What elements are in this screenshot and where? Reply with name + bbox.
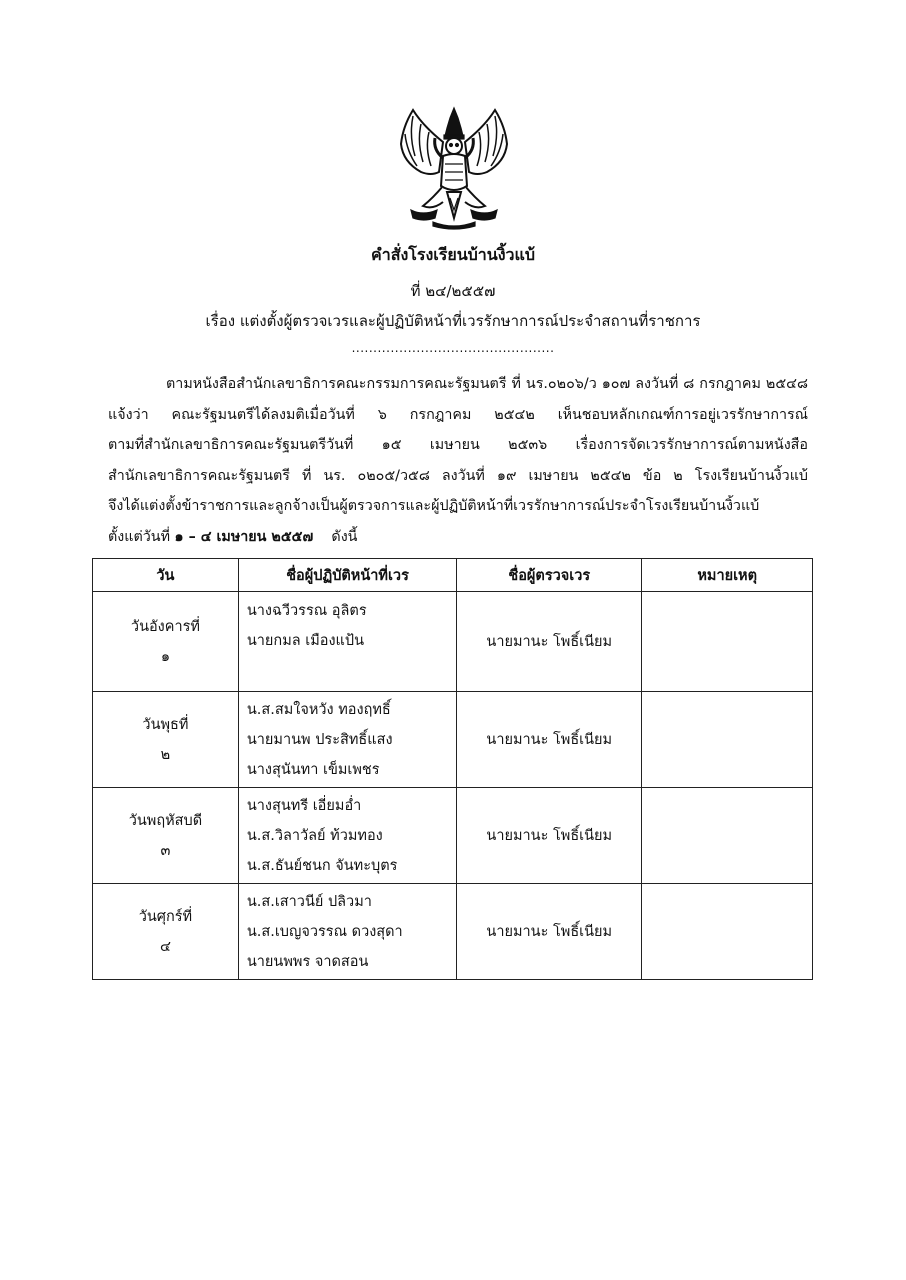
order-title: คำสั่งโรงเรียนบ้านงิ้วแบ้ (371, 245, 535, 264)
staff-cell (238, 592, 456, 692)
staff-name: น.ส.สมใจหวัง ทองฤทธิ์ (246, 701, 391, 718)
day-cell (93, 884, 239, 980)
staff-cell (238, 884, 456, 980)
body-line: ตามที่สำนักเลขาธิการคณะรัฐมนตรีวันที่ ๑๕ เมษายน ๒๕๓๖ เรื่องการจัดเวรรักษาการณ์ตามหนังสือ (108, 437, 808, 453)
table-row (93, 884, 813, 980)
note-cell (642, 692, 813, 788)
day-name: วันพุธที่ (142, 716, 189, 733)
staff-name: นางสุนทรี เอี่ยมอ่ำ (246, 797, 362, 814)
inspector-cell: นายมานะ โพธิ์เนียม (457, 692, 642, 788)
date-prefix: ตั้งแต่วันที่ (108, 528, 175, 545)
note-cell (642, 884, 813, 980)
table-row (93, 692, 813, 788)
duty-table (92, 558, 813, 980)
duty-date-range: ๑ – ๔ เมษายน ๒๕๕๗ (174, 528, 314, 545)
staff-name: นางฉวีวรรณ อุลิตร (246, 603, 367, 619)
table-header-row (93, 559, 813, 592)
header-inspector: ชื่อผู้ตรวจเวร (457, 559, 642, 592)
body-line: สำนักเลขาธิการคณะรัฐมนตรี ที่ นร. ๐๒๐๕/ว๕๘ ลงวันที่ ๑๙ เมษายน ๒๕๔๒ ข้อ ๒ โรงเรียนบ้านงิ้วแบ้ (108, 467, 808, 484)
staff-name: น.ส.เบญจวรรณ ดวงสุดา (246, 923, 403, 940)
table-row (93, 788, 813, 884)
staff-cell (238, 788, 456, 884)
order-subject: เรื่อง แต่งตั้งผู้ตรวจเวรและผู้ปฏิบัติหน้าที่เวรรักษาการณ์ประจำสถานที่ราชการ (205, 312, 701, 330)
header-staff: ชื่อผู้ปฏิบัติหน้าที่เวร (238, 559, 456, 592)
dotted-divider: ............................................... (351, 341, 555, 355)
staff-name: น.ส.เสาวนีย์ ปลิวมา (246, 893, 372, 910)
staff-name: นายมานพ ประสิทธิ์แสง (246, 731, 393, 748)
day-cell (93, 692, 239, 788)
garuda-emblem-icon (393, 106, 515, 232)
inspector-cell: นายมานะ โพธิ์เนียม (457, 592, 642, 692)
note-cell (642, 788, 813, 884)
day-name: วันศุกร์ที่ (138, 908, 193, 925)
day-cell (93, 788, 239, 884)
day-name: วันพฤหัสบดี (128, 812, 203, 829)
note-cell (642, 592, 813, 692)
staff-cell (238, 692, 456, 788)
header-note: หมายเหตุ (642, 559, 813, 592)
day-number: ๒ (160, 746, 171, 763)
inspector-cell: นายมานะ โพธิ์เนียม (457, 884, 642, 980)
staff-name: นางสุนันทา เข็มเพชร (246, 761, 380, 778)
day-number: ๔ (159, 938, 171, 955)
body-line: แจ้งว่า คณะรัฐมนตรีได้ลงมติเมื่อวันที่ ๖ กรกฎาคม ๒๕๔๒ เห็นชอบหลักเกณฑ์การอยู่เวรรักษาการณ์ (108, 406, 808, 423)
body-line-last (108, 522, 808, 553)
body-paragraph (108, 369, 808, 552)
order-number: ที่ ๒๔/๒๕๕๗ (410, 282, 496, 300)
staff-name: นายกมล เมืองแป้น (246, 633, 365, 649)
day-cell (93, 592, 239, 692)
inspector-cell: นายมานะ โพธิ์เนียม (457, 788, 642, 884)
day-number: ๑ (160, 648, 171, 665)
header-day: วัน (93, 559, 239, 592)
body-line: จึงได้แต่งตั้งข้าราชการและลูกจ้างเป็นผู้ตรวจการและผู้ปฏิบัติหน้าที่เวรรักษาการณ์ประจำโรงเรียนบ้านงิ้วแบ้ (108, 498, 760, 514)
day-number: ๓ (160, 842, 171, 859)
table-row (93, 592, 813, 692)
date-suffix: ดังนี้ (313, 528, 358, 545)
staff-name: นายนพพร จาดสอน (246, 953, 369, 970)
staff-name: น.ส.ธันย์ชนก จันทะบุตร (246, 857, 398, 874)
staff-name: น.ส.วิลาวัลย์ ท้วมทอง (246, 827, 383, 844)
body-line: ตามหนังสือสำนักเลขาธิการคณะกรรมการคณะรัฐมนตรี ที่ นร.๐๒๐๖/ว ๑๐๗ ลงวันที่ ๘ กรกฎาคม ๒๕๔๘ (166, 376, 808, 392)
day-name: วันอังคารที่ (130, 618, 200, 635)
